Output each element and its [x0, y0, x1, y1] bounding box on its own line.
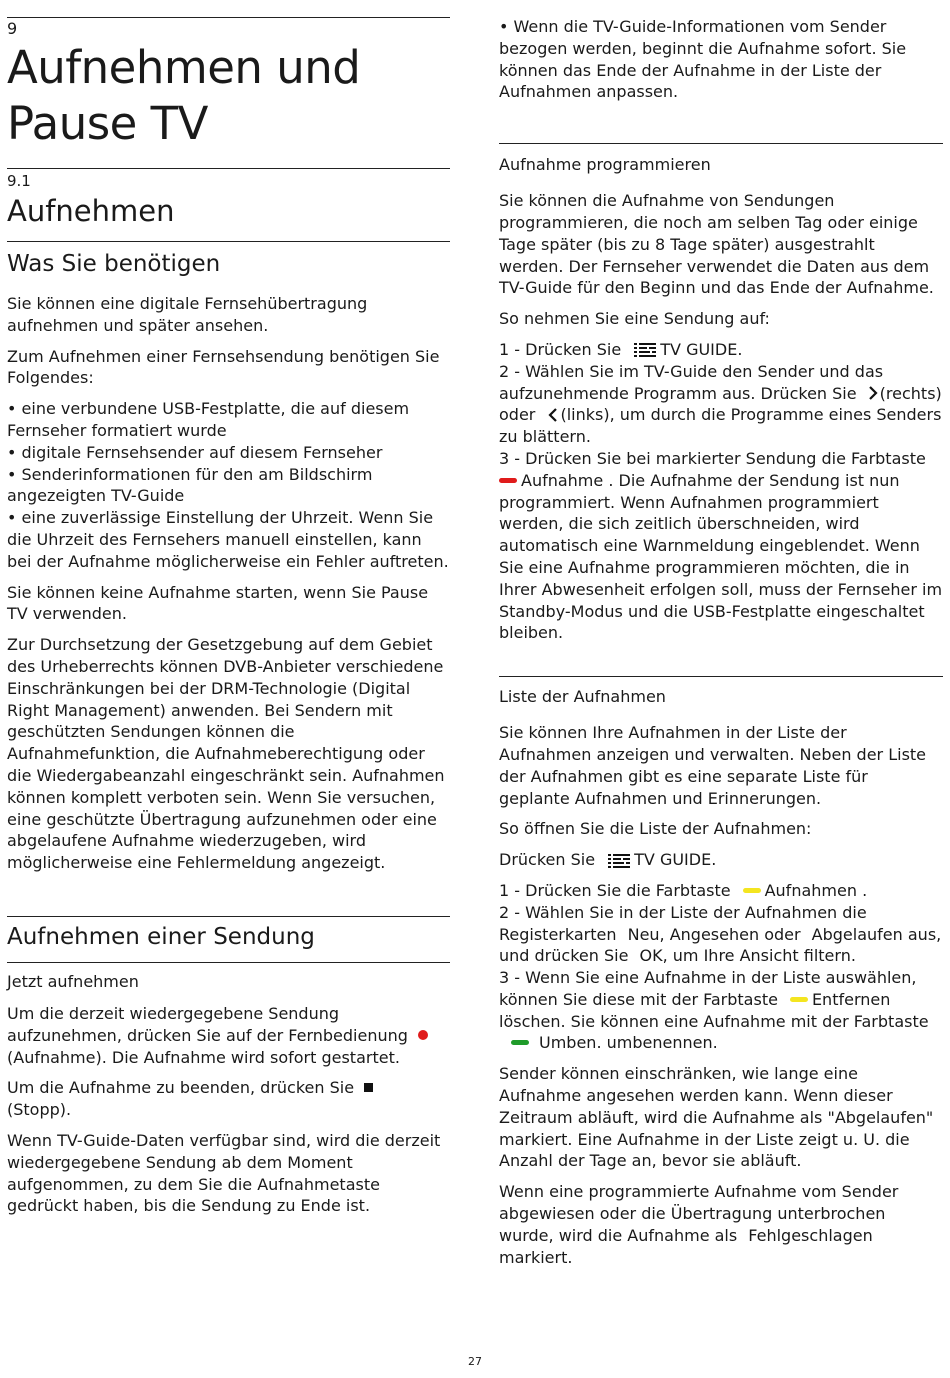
schedule-steps — [499, 339, 943, 644]
list-steps: 1 - Drücken Sie die Farbtaste Aufnahmen . 2 - Wählen Sie in der Liste der Aufnahmen die Registerkarten Neu, Angesehen oder Abgelaufen aus, und drücken Sie OK, um Ihre Ansicht filtern. 3 - Wenn Sie eine Aufnahme in der Liste auswählen, können Sie diese mit der Farbtaste Entfernen löschen. Sie können eine Aufnahme mit der FarbtasteUmben. umbenennen. — [499, 880, 942, 1053]
schedule-step1-end: . — [737, 339, 743, 359]
tv-guide-icon — [634, 343, 656, 357]
record-paragraph-2 — [7, 1077, 450, 1121]
stop-button-icon — [364, 1083, 373, 1092]
needs-paragraph-1: Sie können eine digitale Fernsehübertragung aufnehmen und später ansehen. — [7, 294, 368, 335]
list-step3-text-b: löschen. Sie können eine Aufnahme mit der Farbtaste — [499, 1011, 929, 1031]
green-color-key-icon — [511, 1040, 529, 1045]
list-p5-text-b: markiert. — [499, 1247, 573, 1267]
list-title: Liste der Aufnahmen — [499, 687, 666, 707]
red-color-key-icon — [499, 478, 517, 483]
chapter-title — [7, 40, 450, 152]
schedule-step1-key: TV GUIDE — [660, 339, 738, 359]
schedule-step3-text-b: . Die Aufnahme der Sendung ist nun programmiert. Wenn Aufnahmen programmiert werden, die sich zeitlich überschneiden, wird automatisch eine Warnmeldung eingeblendet. Wenn Sie eine Aufnahme programmieren möchten, die in Ihrer Abwesenheit erfolgen soll, muss der Fernseher im Standby-Modus und die USB-Festplatte eingeschaltet bleiben. — [499, 470, 943, 643]
list-step3-text-c: umbenennen. — [606, 1033, 718, 1053]
section-title: Aufnehmen — [7, 194, 175, 228]
schedule-title: Aufnahme programmieren — [499, 155, 711, 175]
schedule-paragraph-1: Sie können die Aufnahme von Sendungen programmieren, die noch am selben Tag oder einige Tage später (bis zu 8 Tage später) ausgestrahlt werden. Der Fernseher verwendet die Daten aus dem TV-Guide für den Beginn und das Ende der Aufnahme. — [499, 191, 934, 298]
schedule-step2-text-a: 2 - Wählen Sie im TV-Guide den Sender und das aufzunehmende Programm aus. Drücken Sie — [499, 361, 884, 403]
yellow-color-key-icon — [790, 997, 808, 1002]
record-paragraph-4: • Wenn die TV-Guide-Informationen vom Sender bezogen werden, beginnt die Aufnahme sofort. Sie können das Ende der Aufnahme in der Liste der Aufnahmen anpassen. — [499, 17, 907, 102]
list-step1-end: . — [862, 880, 868, 900]
list-paragraph-3 — [499, 849, 943, 871]
chapter-number: 9 — [7, 19, 18, 38]
list-step1-key: Aufnahmen — [764, 880, 857, 900]
schedule-step2-text-c: (links), um durch die Programme eines Senders zu blättern. — [499, 405, 942, 447]
record-paragraph-1 — [7, 1003, 450, 1068]
list-step2-or: oder — [764, 924, 801, 944]
record-p2-text-b: (Stopp). — [7, 1100, 72, 1120]
needs-bullet-1: • eine verbundene USB-Festplatte, die auf diesem Fernseher formatiert wurde — [7, 399, 410, 440]
needs-title: Was Sie benötigen — [7, 251, 221, 277]
list-tab-new: Neu — [627, 924, 660, 944]
needs-paragraph-3: Sie können keine Aufnahme starten, wenn Sie Pause TV verwenden. — [7, 582, 429, 624]
list-paragraph-4: Sender können einschränken, wie lange eine Aufnahme angesehen werden kann. Wenn dieser Zeitraum abläuft, wird die Aufnahme als "Abgelaufen" markiert. Eine Aufnahme in der Liste zeigt u. U. die Anzahl der Tage an, bevor sie abläuft. — [499, 1064, 934, 1171]
list-tab-expired: Abgelaufen — [811, 924, 903, 944]
tv-guide-icon — [608, 854, 630, 868]
record-paragraph-3: Wenn TV-Guide-Daten verfügbar sind, wird die derzeit wiedergegebene Sendung ab dem Moment aufgenommen, zu dem Sie die Aufnahmetaste gedrückt haben, bis die Sendung zu Ende ist. — [7, 1130, 441, 1216]
list-step2-text-b: aus, und drücken Sie — [499, 924, 942, 966]
list-rule — [499, 676, 943, 677]
schedule-step3-text-a: 3 - Drücken Sie bei markierter Sendung die Farbtaste — [499, 448, 926, 468]
list-p5-key: Fehlgeschlagen — [748, 1225, 873, 1245]
chevron-left-icon — [548, 408, 558, 422]
list-p5-text-a: Wenn eine programmierte Aufnahme vom Sender abgewiesen oder die Übertragung unterbrochen wurde, wird die Aufnahme als — [499, 1182, 899, 1245]
list-p3-end: . — [711, 850, 717, 870]
needs-paragraph-4: Zur Durchsetzung der Gesetzgebung auf dem Gebiet des Urheberrechts können DVB-Anbieter verschiedene Einschränkungen bei der DRM-Technologie (Digital Right Management) anwenden. Bei Sendern mit geschützten Sendungen können die Aufnahmefunktion, die Aufnahmeberechtigung oder die Wiedergabeanzahl eingeschränkt sein. Aufnahmen können komplett verboten sein. Wenn Sie versuchen, eine geschützte Übertragung aufzunehmen oder eine abgelaufene Aufnahme wiederzugeben, wird möglicherweise eine Fehlermeldung angezeigt. — [7, 635, 445, 873]
list-step3-text-a: 3 - Wenn Sie eine Aufnahme in der Liste auswählen, können Sie diese mit der Farbtaste — [499, 968, 917, 1009]
list-p3-text: Drücken Sie — [499, 850, 596, 870]
record-rule — [7, 916, 450, 917]
list-step2-ok-key: OK — [639, 946, 663, 966]
needs-rule — [7, 241, 450, 242]
schedule-rule — [499, 143, 943, 144]
record-button-icon — [418, 1030, 428, 1040]
list-step2-text-c: , um Ihre Ansicht filtern. — [662, 946, 856, 966]
list-paragraph-1: Sie können Ihre Aufnahmen in der Liste der Aufnahmen anzeigen und verwalten. Neben der Liste der Aufnahmen gibt es eine separate Liste für geplante Aufnahmen und Erinnerungen. — [499, 723, 927, 808]
chapter-title-line1: Aufnehmen und — [7, 41, 361, 94]
section-rule — [7, 168, 450, 169]
list-step1-text: 1 - Drücken Sie die Farbtaste — [499, 880, 731, 900]
record-now-title: Jetzt aufnehmen — [7, 971, 139, 991]
section-number: 9.1 — [7, 172, 31, 190]
needs-bullet-4: • eine zuverlässige Einstellung der Uhrzeit. Wenn Sie die Uhrzeit des Fernsehers manuell einstellen, kann bei der Aufnahme möglicherweise ein Fehler auftreten. — [7, 508, 449, 571]
record-p1-text-b: (Aufnahme). Die Aufnahme wird sofort gestartet. — [7, 1047, 400, 1067]
record-p1-text-a: Um die derzeit wiedergegebene Sendung aufzunehmen, drücken Sie auf der Fernbedienung — [7, 1003, 408, 1045]
list-paragraph-5 — [499, 1181, 943, 1268]
now-rule — [7, 962, 450, 963]
list-step3-key-remove: Entfernen — [811, 989, 891, 1009]
schedule-step1-text: 1 - Drücken Sie — [499, 339, 622, 359]
needs-bullets — [7, 398, 450, 572]
page-number: 27 — [468, 1355, 482, 1368]
list-p3-key: TV GUIDE — [634, 850, 712, 870]
chapter-rule — [7, 17, 450, 18]
needs-bullet-2: • digitale Fernsehsender auf diesem Fernseher — [7, 442, 383, 462]
schedule-step2-text-b: (rechts) oder — [499, 383, 942, 425]
record-p2-text-a: Um die Aufnahme zu beenden, drücken Sie — [7, 1078, 355, 1098]
chevron-right-icon — [868, 386, 878, 400]
list-tab-watched: Angesehen — [669, 924, 760, 944]
chapter-title-line2: Pause TV — [7, 97, 208, 150]
yellow-color-key-icon — [743, 888, 761, 893]
schedule-paragraph-2: So nehmen Sie eine Sendung auf: — [499, 309, 770, 329]
record-title: Aufnehmen einer Sendung — [7, 923, 315, 950]
needs-paragraph-2: Zum Aufnehmen einer Fernsehsendung benötigen Sie Folgendes: — [7, 346, 440, 388]
left-column — [7, 0, 450, 1226]
needs-bullet-3: • Senderinformationen für den am Bildschirm angezeigten TV-Guide — [7, 464, 373, 506]
right-column — [499, 0, 943, 1277]
list-step3-key-rename: Umben. — [539, 1033, 602, 1053]
list-step2-text-a: 2 - Wählen Sie in der Liste der Aufnahmen die Registerkarten — [499, 902, 867, 944]
list-paragraph-2: So öffnen Sie die Liste der Aufnahmen: — [499, 819, 812, 839]
schedule-step3-key: Aufnahme — [521, 470, 604, 490]
